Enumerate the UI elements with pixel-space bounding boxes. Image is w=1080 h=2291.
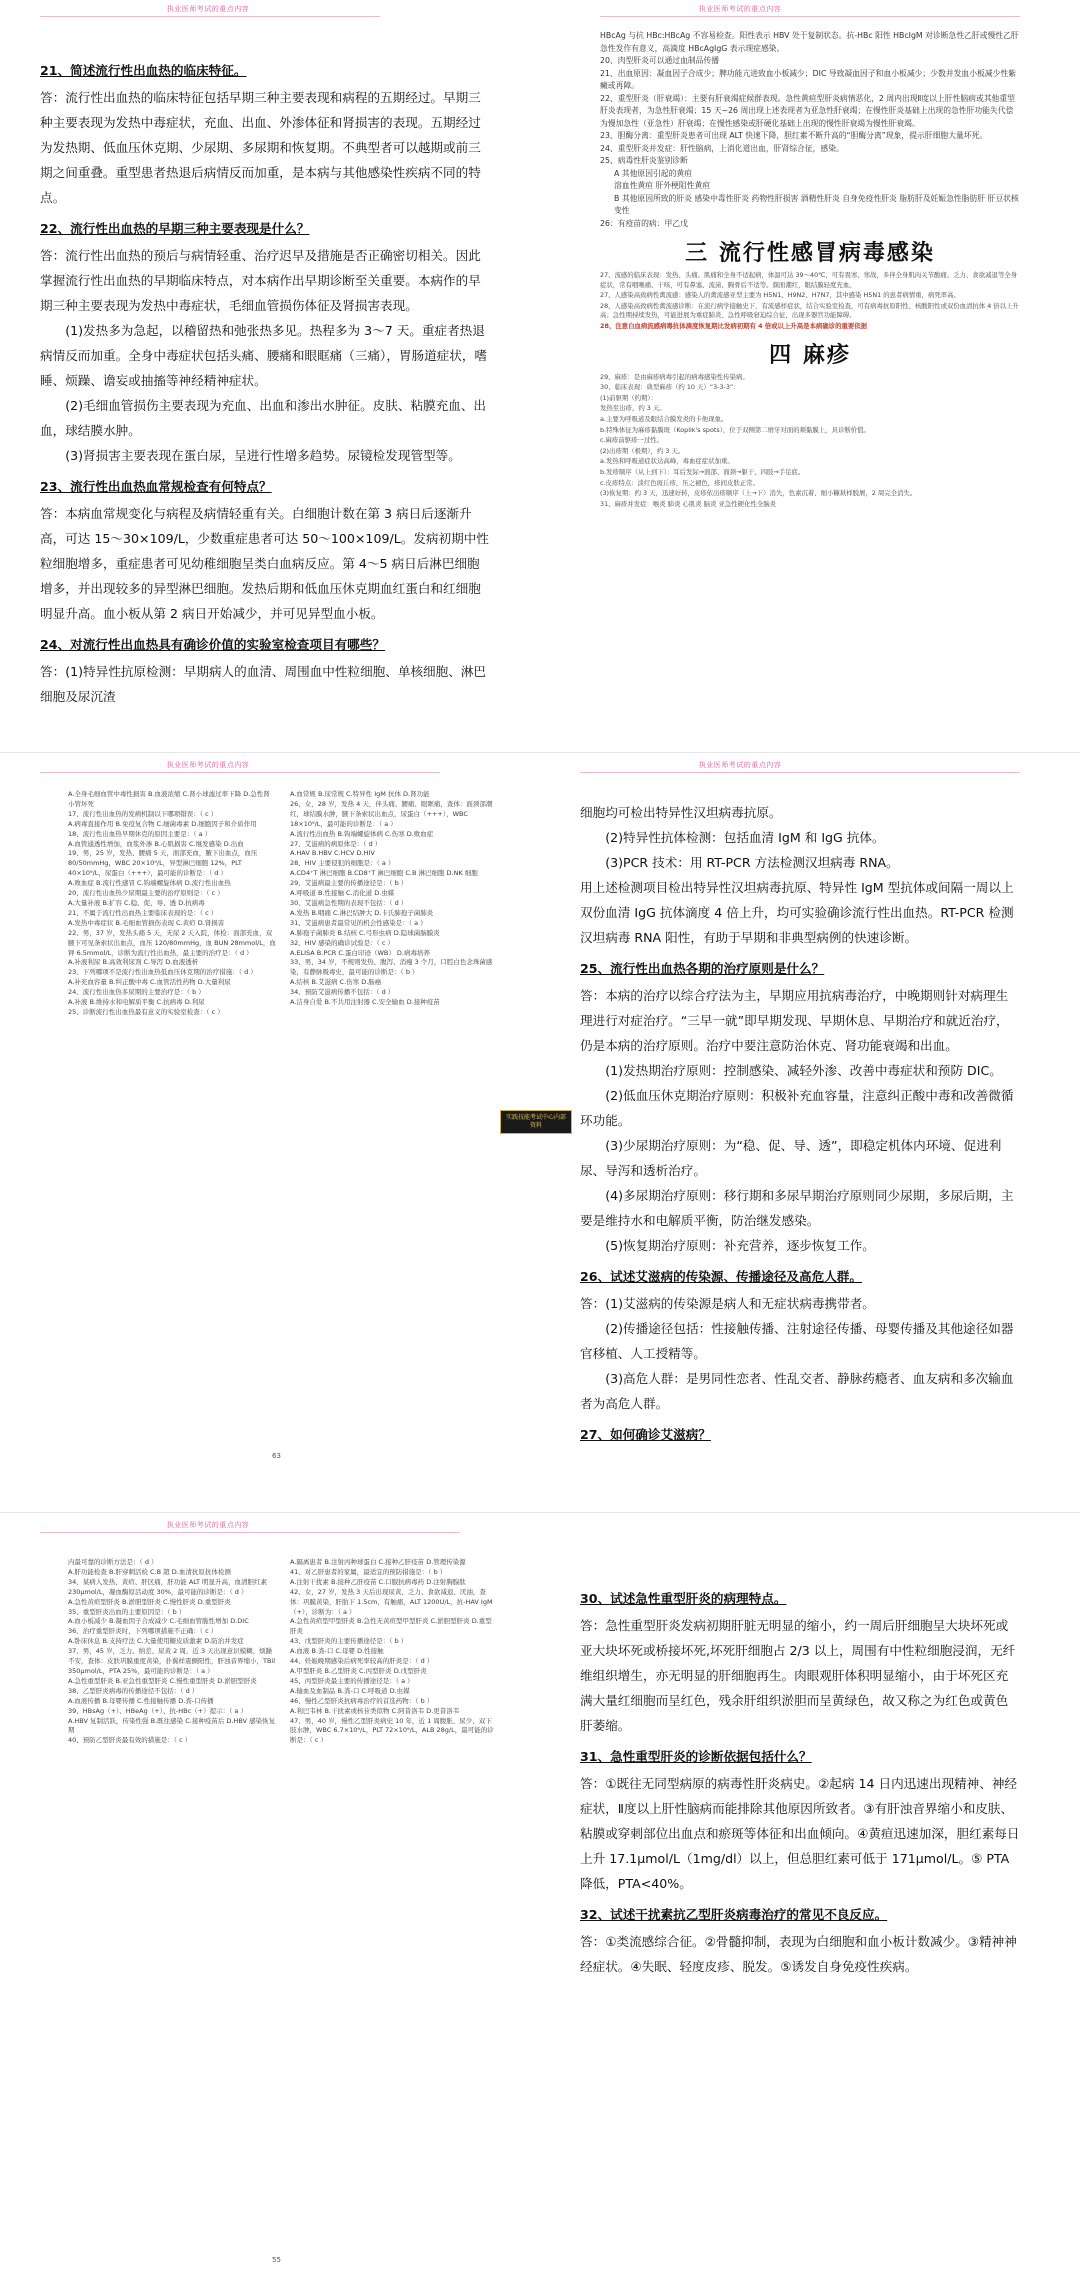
- influenza-notes: [600, 271, 1020, 332]
- mcq-line: A.洁身自爱 B.不共用注射器 C.安全输血 D.接种疫苗: [290, 998, 440, 1007]
- answer-paragraph: (2)传播途径包括：性接触传播、注射途径传播、母婴传播及其他途径如器官移植、人工授精等。: [580, 1321, 1014, 1361]
- mcq-line: A.血液 B.粪-口 C.母婴 D.性接触: [290, 1647, 384, 1656]
- mcq-line: 34、某病人发热、黄疸、肝区痛，肝功能 ALT 明显升高，血清胆红素 230μmol/L，凝血酶原活动度 30%，最可能的诊断是：（ d ）: [68, 1577, 268, 1596]
- note-line: 30、临床表现：典型麻疹（约 10 天）“3-3-3”：: [600, 383, 740, 392]
- page-header: 执业医师考试的重点内容: [698, 761, 782, 769]
- answer-text: 答：(1)艾滋病的传染源是病人和无症状病毒携带者。: [580, 1296, 875, 1311]
- mcq-line: 17、流行性出血热的发病机制以下哪项错误：（ c ）: [68, 809, 218, 818]
- question-heading: 31、急性重型肝炎的诊断依据包括什么？: [580, 1749, 812, 1764]
- mcq-line: 27、艾滋病的病原体是：（ d ）: [290, 839, 382, 848]
- mcq-line: 40、预防乙型肝炎最有效的措施是：（ c ）: [68, 1736, 192, 1745]
- mcq-line: 42、女，27 岁，发热 3 天后出现尿黄、乏力、食欲减退、厌油，查体：巩膜黄染，肝肋下 1.5cm，有触痛，ALT 1200U/L，抗-HAV IgM（+），诊断为：（ a ）: [290, 1587, 493, 1616]
- note-line: 23、胆酶分离：重型肝炎患者可出现 ALT 快速下降，胆红素不断升高的“胆酶分离”现象，提示肝细胞大量坏死。: [600, 131, 988, 140]
- mcq-line: A.急性重型肝炎 B.亚急性重型肝炎 C.慢性重型肝炎 D.淤胆型肝炎: [68, 1676, 257, 1685]
- question-heading: 32、试述干扰素抗乙型肝炎病毒治疗的常见不良反应。: [580, 1907, 888, 1922]
- question-heading: 25、流行性出血热各期的治疗原则是什么？: [580, 961, 825, 976]
- answer-paragraph: (3)高危人群：是男同性恋者、性乱交者、静脉药瘾者、血友病和多次输血者为高危人群。: [580, 1371, 1014, 1411]
- mcq-line: 28、HIV 主要侵犯的细胞是：（ a ）: [290, 859, 395, 868]
- mcq-line: 33、男，34 岁，不规则发热、腹泻、消瘦 3 个月，口腔白色念珠菌感染，有静脉吸毒史，最可能的诊断是：（ b ）: [290, 958, 493, 977]
- note-line: 发热至出疹，约 3 天。: [600, 404, 666, 413]
- note-line: 31、麻疹并发症：喉炎 肺炎 心肌炎 脑炎 亚急性硬化性全脑炎: [600, 499, 777, 508]
- mcq-line: A.甲型肝炎 B.乙型肝炎 C.丙型肝炎 D.戊型肝炎: [290, 1666, 427, 1675]
- page-header: 执业医师考试的重点内容: [166, 761, 250, 769]
- mcq-line: A.结核 B.艾滋病 C.伤寒 D.肠癌: [290, 978, 382, 987]
- page-header-rule: [40, 772, 440, 773]
- highlight-note: 28、注意白血病流感病毒抗体滴度恢复期比发病初期有 4 倍或以上升高是本病确诊的重要依据: [600, 321, 868, 330]
- note-line: a.主要为呼吸道及眼结合膜发炎的卡他现象。: [600, 414, 728, 423]
- answer-paragraph: (2)特异性抗体检测：包括血清 IgM 和 IgG 抗体。: [605, 830, 885, 845]
- measles-notes: [600, 373, 1020, 510]
- note-line: c.皮疹特点：淡红色斑丘疹，压之褪色，疹间皮肤正常。: [600, 478, 759, 487]
- page2-right-column: [580, 800, 1020, 1460]
- page2-mcq-block: [68, 790, 498, 1446]
- note-line: 24、重型肝炎并发症：肝性脑病，上消化道出血，肝肾综合征，感染。: [600, 143, 844, 153]
- answer-text: 答：流行性出血热的临床特征包括早期三种主要表现和病程的五期经过。早期三种主要表现为发热中毒症状，充血、出血、外渗体征和肾损害的表现。五期经过为发热期、低血压休克期、少尿期、多尿期和恢复期。不典型者可以越期或前三期之间重叠。重型患者热退后病情反而加重，是本病与其他感染性疾病不同的特点。: [40, 90, 481, 205]
- answer-text: 答：本病的治疗以综合疗法为主，早期应用抗病毒治疗，中晚期则针对病理生理进行对症治疗。“三早一就”即早期发现、早期休息、早期治疗和就近治疗，仍是本病的治疗原则。治疗中要注意防治休克、肾功能衰竭和出血。: [580, 988, 1009, 1053]
- mcq-line: A.发热中毒症状 B.毛细血管损伤表现 C.黄疸 D.肾损害: [68, 918, 225, 927]
- answer-text: 答：①类流感综合征。②骨髓抑制，表现为白细胞和血小板计数减少。③精神神经症状。④失眠、轻度皮疹、脱发。⑤诱发自身免疫性疾病。: [580, 1934, 1017, 1974]
- note-line: 22、重型肝炎（肝衰竭）：主要有肝衰竭症候群表现。急性黄疸型肝炎病情恶化，2 周内出现Ⅱ度以上肝性脑病或其他重型肝炎表现者，为急性肝衰竭；15 天~26 周出现上述表现者为亚急性肝衰竭；在慢性肝炎基础上出现的急性肝功能失代偿为慢加急性（亚急性）肝衰竭；在慢性感染或肝硬化基础上出现的慢性肝衰竭为慢性肝衰竭。: [600, 93, 1015, 128]
- answer-text: 答：急性重型肝炎发病初期肝脏无明显的缩小，约一周后肝细胞呈大块坏死或亚大块坏死或桥接坏死,坏死肝细胞占 2/3 以上，周围有中性粒细胞浸润，无纤维组织增生，亦无明显的肝细胞再生。肉眼观肝体积明显缩小，由于坏死区充满大量红细胞而呈红色，残余肝组织淤胆而呈黄绿色，故又称之为红色或黄色肝萎缩。: [580, 1618, 1016, 1733]
- mcq-line: 37、男，45 岁，乏力、纳差、尿黄 2 周，近 3 天出现意识模糊、烦躁不安，查体：皮肤巩膜重度黄染，扑翼样震颤阳性，肝浊音界缩小，TBil 350μmol/L，PTA 25%，最可能的诊断是：（ a ）: [68, 1647, 276, 1675]
- page-divider: [0, 1512, 1080, 1513]
- answer-text: 答：流行性出血热的预后与病情轻重、治疗迟早及措施是否正确密切相关。因此掌握流行性出血热的早期临床特点，对本病作出早期诊断至关重要。本病作的早期三种主要表现为发热中毒症状，毛细血管损伤体征及肾损害表现。: [40, 248, 481, 313]
- note-line: (2)出疹期（极期），约 3 天。: [600, 446, 685, 455]
- question-heading: 22、流行性出血热的早期三种主要表现是什么？: [40, 221, 310, 236]
- note-line: 28、人感染高致病性禽流感诊断：在流行病学接触史下，有流感样症状，结合实验室检查，可有病毒抗原阳性、核酸阳性或双份血清抗体 4 倍以上升高；急性期持续发热，可能进展为重症肺炎、急性呼吸窘迫综合征，出现多器官功能障碍。: [600, 301, 1019, 320]
- answer-paragraph: (1)发热多为急起，以稽留热和弛张热多见。热程多为 3～7 天。重症者热退病情反而加重。全身中毒症状包括头痛、腰痛和眼眶痛（三痛），胃肠道症状，嗜睡、烦躁、谵妄或抽搐等神经精神症状。: [40, 323, 488, 388]
- mcq-line: A.注射干扰素 B.接种乙肝疫苗 C.口服抗病毒药 D.注射胸腺肽: [290, 1577, 466, 1586]
- note-line: (3)恢复期：约 3 天，迅速好转，皮疹依出疹顺序（上→下）消失，色素沉着、细小糠麸样脱屑，2 周完全消失。: [600, 489, 917, 498]
- mcq-line: A.血小板减少 B.凝血因子合成减少 C.毛细血管脆性增加 D.DIC: [68, 1617, 249, 1626]
- mcq-line: A.发热 B.咽痛 C.淋巴结肿大 D.卡氏肺孢子菌肺炎: [290, 908, 434, 917]
- page-header: 执业医师考试的重点内容: [166, 1521, 250, 1529]
- mcq-line: A.急性黄疸型肝炎 B.淤胆型肝炎 C.慢性肝炎 D.重型肝炎: [68, 1597, 231, 1606]
- mcq-line: 19、男，25 岁，发热、腰痛 5 天，面部充血，腋下出血点，血压 80/50mmHg，WBC 20×10⁹/L，异型淋巴细胞 12%，PLT 40×10⁹/L，尿蛋白（+++），最可能的诊断是：（ d ）: [68, 849, 258, 878]
- note-line: 27、流感的临床表现：发热、头痛、肌痛和全身不适起病，体温可达 39～40℃，可有畏寒、寒战，多伴全身肌肉关节酸痛、乏力、食欲减退等全身症状，常有咽喉痛、干咳，可有鼻塞、流涕、胸骨后不适等。颜面潮红，眼结膜轻度充血。: [600, 271, 1018, 289]
- question-heading: 27、如何确诊艾滋病？: [580, 1427, 711, 1442]
- mcq-line: A.败血症 B.流行性感冒 C.钩端螺旋体病 D.流行性出血热: [68, 879, 231, 888]
- mcq-line: 45、丙型肝炎最主要的传播途径是：（ a ）: [290, 1676, 414, 1685]
- question-heading: 23、流行性出血热血常规检查有何特点？: [40, 479, 272, 494]
- note-line: a.发热和呼吸道症状达高峰，毒血症症状加重。: [600, 457, 734, 466]
- mcq-line: 47、男，40 岁，慢性乙型肝炎病史 10 年，近 1 周腹胀、尿少、双下肢水肿，WBC 6.7×10⁹/L，PLT 72×10⁹/L，ALB 28g/L，最可能的诊断是：（ c ）: [290, 1716, 494, 1745]
- answer-paragraph: (4)多尿期治疗原则：移行期和多尿早期治疗原则同少尿期，多尿后期，主要是维持水和电解质平衡，防治继发感染。: [580, 1188, 1014, 1228]
- page-divider: [0, 752, 1080, 753]
- mcq-line: 43、戊型肝炎的主要传播途径是：（ b ）: [290, 1637, 408, 1646]
- mcq-line: 22、男，37 岁，发热头痛 5 天，无尿 2 天入院，体检：面部充血，双腋下可见条索状出血点，血压 120/80mmHg，血 BUN 28mmol/L，血钾 6.5mmol/L，诊断为流行性出血热，最主要的治疗是：（ d ）: [68, 928, 276, 957]
- page-header-rule: [580, 772, 1020, 773]
- note-line: A 其他原因引起的黄疸: [614, 168, 692, 178]
- question-heading: 24、对流行性出血热具有确诊价值的实验室检查项目有哪些？: [40, 637, 385, 652]
- answer-text: 答：①既往无同型病原的病毒性肝炎病史。②起病 14 日内迅速出现精神、神经症状，Ⅱ度以上肝性脑病而能排除其他原因所致者。③有肝浊音界缩小和皮肤、粘膜或穿刺部位出血点和瘀斑等体征和出血倾向。④黄疸迅速加深，胆红素每日上升 17.1μmol/L（1mg/dl）以上，但总胆红素可低于 171μmol/L。⑤ PTA 降低，PTA<40%。: [580, 1776, 1020, 1891]
- mcq-line: 46、慢性乙型肝炎抗病毒治疗的首选药物：（ b ）: [290, 1696, 434, 1705]
- mcq-line: A.CD4⁺T 淋巴细胞 B.CD8⁺T 淋巴细胞 C.B 淋巴细胞 D.NK 细胞: [290, 869, 478, 878]
- mcq-line: 18、流行性出血热早期休克的原因主要是：（ a ）: [68, 829, 212, 838]
- note-line: 21、出血原因：凝血因子合成少；脾功能亢进致血小板减少；DIC 导致凝血因子和血小板减少；少数并发血小板减少性紫癜或再障。: [600, 68, 1016, 90]
- note-line: B 其他原因所致的肝炎 感染中毒性肝炎 药物性肝损害 酒精性肝炎 自身免疫性肝炎 脂肪肝及妊娠急性脂肪肝 肝豆状核变性: [614, 193, 1019, 215]
- page-header-rule: [40, 16, 380, 17]
- mcq-line: 29、艾滋病最主要的传播途径是：（ b ）: [290, 879, 408, 888]
- answer-text: 细胞均可检出特异性汉坦病毒抗原。: [580, 805, 782, 820]
- answer-text: 答：本病血常规变化与病程及病情轻重有关。白细胞计数在第 3 病日后逐渐升高，可达 15～30×109/L，少数重症患者可达 50～100×109/L。发病初期中性粒细胞增多，重症患者可见幼稚细胞呈类白血病反应。第 4～5 病日后淋巴细胞增多，并出现较多的异型淋巴细胞。发热后期和低血压休克期血红蛋白和红细胞明显升高。血小板从第 2 病日开始减少，并可见异型血小板。: [40, 506, 489, 621]
- mcq-line: A.补液利尿 B.高效利尿剂 C.导泻 D.血液透析: [68, 958, 199, 967]
- note-line: b.发疹顺序（从上到下）：耳后发际→面部、面颈→躯干、四肢→手足底。: [600, 467, 805, 476]
- answer-text: 答：(1)特异性抗原检测：早期病人的血清、周围血中性粒细胞、单核细胞、淋巴细胞及尿沉渣: [40, 664, 487, 704]
- question-heading: 30、试述急性重型肝炎的病理特点。: [580, 1591, 787, 1606]
- page3-right-column: [580, 1580, 1020, 1974]
- mcq-line: 34、预防艾滋病传播不包括：（ d ）: [290, 988, 395, 997]
- mcq-line: A.血管通透性增加，血浆外渗 B.心肌损害 C.继发感染 D.出血: [68, 839, 244, 848]
- note-line: (1)前驱期（约期）：: [600, 393, 657, 402]
- page-header: 执业医师考试的重点内容: [698, 5, 782, 13]
- mcq-line: A.全身毛细血管中毒性损害 B.血液浓缩 C.肾小球滤过率下降 D.急性肾小管坏死: [68, 790, 270, 808]
- mcq-line: A.利巴韦林 B.干扰素或核苷类似物 C.阿昔洛韦 D.更昔洛韦: [290, 1706, 460, 1715]
- mcq-line: A.隔离患者 B.注射丙种球蛋白 C.接种乙肝疫苗 D.管理传染源: [290, 1558, 466, 1566]
- answer-paragraph: (3)少尿期治疗原则：为“稳、促、导、透”，即稳定机体内环境、促进利尿、导泻和透析治疗。: [580, 1138, 1002, 1178]
- note-line: 20、肉型肝炎可以通过血制品传播: [600, 56, 720, 65]
- mcq-line: A.补液 B.维持水和电解质平衡 C.抗病毒 D.利尿: [68, 998, 205, 1007]
- mcq-line: A.肝功能检查 B.肝穿刺活检 C.B 超 D.血清抗原抗体检测: [68, 1567, 231, 1576]
- mcq-line: A.ELISA B.PCR C.蛋白印迹（WB） D.病毒培养: [290, 948, 430, 957]
- mcq-line: A.血常规 B.尿常规 C.特异性 IgM 抗体 D.肾功能: [290, 790, 430, 798]
- mcq-line: A.病毒直接作用 B.免疫复合物 C.细菌毒素 D.细胞因子和介质作用: [68, 819, 257, 828]
- mcq-line: A.流行性出血热 B.钩端螺旋体病 C.伤寒 D.败血症: [290, 829, 434, 838]
- mcq-line: 38、乙型肝炎病毒的传播途径不包括：（ d ）: [68, 1686, 199, 1695]
- page-header-rule: [40, 1532, 460, 1533]
- mcq-line: 35、重型肝炎出血的主要原因是：（ b ）: [68, 1607, 186, 1616]
- answer-paragraph: (2)低血压休克期治疗原则：积极补充血容量，注意纠正酸中毒和改善微循环功能。: [580, 1088, 1014, 1128]
- mcq-line: 44、妊娠晚期感染后病死率较高的肝炎是：（ d ）: [290, 1657, 434, 1666]
- page-number: 55: [272, 2256, 281, 2264]
- mcq-line: 23、下列哪项不是流行性出血热低血压休克期的治疗措施：（ d ）: [68, 968, 257, 977]
- mcq-line: 39、HBsAg（+）、HBeAg（+）、抗-HBc（+）提示：（ a ）: [68, 1706, 247, 1715]
- mcq-line: 21、不属于流行性出血热主要临床表现的是：（ c ）: [68, 908, 218, 917]
- mcq-line: A.肺孢子菌肺炎 B.结核 C.弓形虫病 D.隐球菌脑膜炎: [290, 928, 440, 937]
- question-heading: 21、简述流行性出血热的临床特征。: [40, 63, 247, 78]
- page-header: 执业医师考试的重点内容: [166, 5, 250, 13]
- question-heading: 26、试述艾滋病的传染源、传播途径及高危人群。: [580, 1269, 862, 1284]
- mcq-line: 30、艾滋病急性期的表现不包括：（ d ）: [290, 898, 408, 907]
- page1-left-column: [40, 52, 492, 732]
- section-title-measles: 四 麻疹: [769, 341, 851, 368]
- mcq-line: A.大量补液 B.扩容 C.稳、促、导、透 D.抗病毒: [68, 898, 205, 907]
- mcq-line: 26、女，28 岁，发热 4 天，伴头痛、腰痛、眼眶痛，查体：面颈部潮红，球结膜水肿，腋下条索状出血点，尿蛋白（+++），WBC 18×10⁹/L，最可能的诊断是：（ a ）: [290, 799, 493, 828]
- mcq-line: 24、流行性出血热多尿期的主要治疗是：（ b ）: [68, 988, 205, 997]
- mcq-line: 31、艾滋病患者最常见的机会性感染是：（ a ）: [290, 918, 427, 927]
- note-line: 25、病毒性肝炎鉴别诊断: [600, 156, 688, 165]
- page1-right-column: [600, 30, 1020, 720]
- note-line: 26：有疫苗的病：甲乙戊: [600, 218, 688, 228]
- mcq-line: A.输血及血制品 B.粪-口 C.呼吸道 D.虫媒: [290, 1686, 410, 1695]
- mcq-line: A.补充血容量 B.纠正酸中毒 C.血管活性药物 D.大量利尿: [68, 978, 231, 987]
- note-line: 27、人感染高致病性禽流感：感染人的禽流感亚型主要为 H5N1、H9N2、H7N7，其中感染 H5N1 的患者病情重，病死率高。: [600, 291, 960, 300]
- answer-paragraph: (3)PCR 技术：用 RT-PCR 方法检测汉坦病毒 RNA。: [605, 855, 899, 870]
- mcq-line: A.呼吸道 B.性接触 C.消化道 D.虫媒: [290, 889, 395, 898]
- page-header-rule: [600, 16, 1020, 17]
- answer-paragraph: 用上述检测项目检出特异性汉坦病毒抗原、特异性 IgM 型抗体或间隔一周以上双份血清 IgG 抗体滴度 4 倍上升，均可实验确诊流行性出血热。RT-PCR 检测汉坦病毒 RNA 阳性，有助于早期和非典型病例的快速诊断。: [580, 880, 1014, 945]
- answer-paragraph: (1)发热期治疗原则：控制感染、减轻外渗、改善中毒症状和预防 DIC。: [605, 1063, 1002, 1078]
- hepatitis-notes: [600, 30, 1020, 230]
- page-number: 63: [272, 1452, 281, 1460]
- mcq-line: 36、治疗重型肝炎时，下列哪项措施不正确：（ c ）: [68, 1627, 218, 1636]
- mcq-line: A.HBV 复制活跃，传染性强 B.既往感染 C.接种疫苗后 D.HBV 感染恢复期: [68, 1716, 276, 1735]
- mcq-line: 41、对乙肝患者的家属，最适宜的预防措施是：（ b ）: [290, 1567, 447, 1576]
- mcq-line: A.HAV B.HBV C.HCV D.HIV: [290, 849, 375, 858]
- answer-paragraph: (2)毛细血管损伤主要表现为充血、出血和渗出水肿征。皮肤、粘膜充血、出血，球结膜水肿。: [40, 398, 487, 438]
- answer-paragraph: (5)恢复期治疗原则：补充营养，逐步恢复工作。: [605, 1238, 875, 1253]
- answer-paragraph: (3)肾损害主要表现在蛋白尿，呈进行性增多趋势。尿镜检发现管型等。: [65, 448, 461, 463]
- section-title-influenza: 三 流行性感冒病毒感染: [685, 240, 935, 266]
- note-line: c.麻疹前驱疹一过性。: [600, 436, 664, 445]
- mcq-line: A.卧床休息 B.支持疗法 C.大量使用糖皮质激素 D.防治并发症: [68, 1637, 244, 1646]
- note-line: HBcAg 与抗 HBc:HBcAg 不容易检查。阳性表示 HBV 处于复制状态。抗-HBc 阳性 HBcIgM 对诊断急性乙肝或慢性乙肝急性发作有意义，高滴度 HBcAgIgG 表示现症感染。: [600, 31, 1019, 53]
- mcq-line: A.急性黄疸型甲型肝炎 B.急性无黄疸型甲型肝炎 C.淤胆型肝炎 D.重型肝炎: [290, 1617, 492, 1636]
- publisher-stamp: 实践技能考试中心内部资料: [500, 1110, 572, 1134]
- mcq-line: 20、流行性出血热少尿期最主要的治疗原则是：（ c ）: [68, 889, 224, 898]
- note-line: 29、麻疹：是由麻疹病毒引起的病毒感染性传染病。: [600, 372, 749, 381]
- mcq-line: 25、诊断流行性出血热最有意义的实验室检查：（ c ）: [68, 1007, 224, 1016]
- mcq-line: A.血液传播 B.母婴传播 C.性接触传播 D.粪-口传播: [68, 1696, 214, 1705]
- note-line: b.特殊体征为麻疹黏膜斑（Koplik's spots），位于双侧第二磨牙对面的颊黏膜上，具诊断价值。: [600, 425, 870, 434]
- page3-mcq-block: [68, 1558, 498, 2248]
- note-line: 溶血性黄疸 肝外梗阻性黄疸: [614, 181, 711, 190]
- mcq-line: 内最可靠的诊断方法是：（ d ）: [68, 1558, 158, 1566]
- mcq-line: 32、HIV 感染的确诊试验是：（ c ）: [290, 938, 395, 947]
